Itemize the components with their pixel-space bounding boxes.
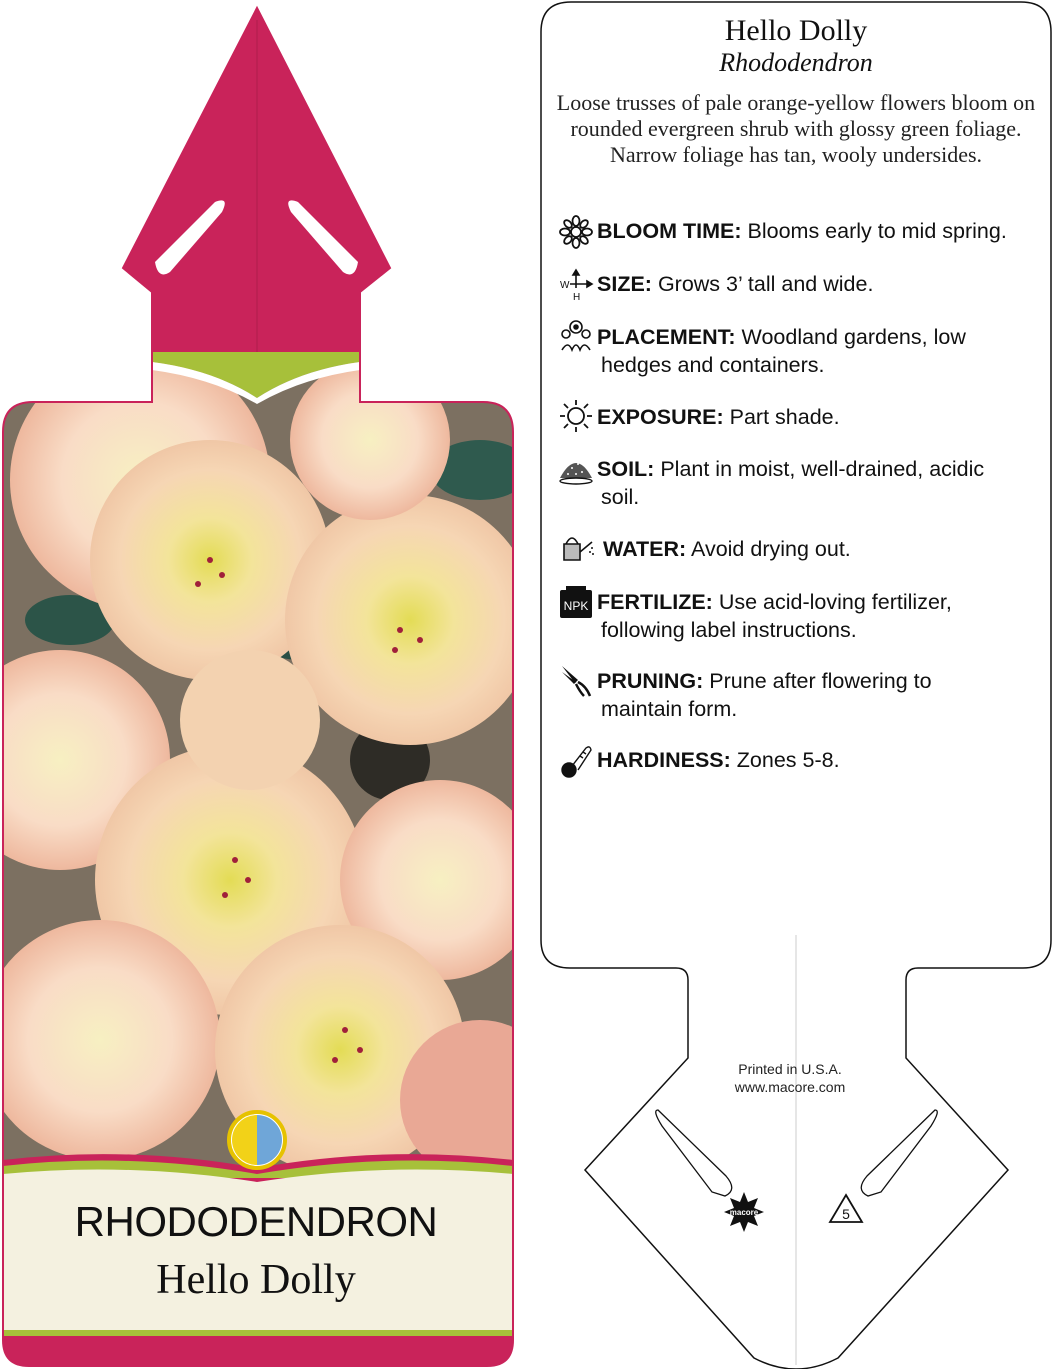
care-label: FERTILIZE: xyxy=(597,590,713,614)
care-label: EXPOSURE: xyxy=(597,405,724,429)
macore-logo-text: macore xyxy=(729,1208,759,1217)
care-row-hardiness xyxy=(597,746,1037,774)
watering-can-icon xyxy=(558,530,594,566)
npk-text: NPK xyxy=(563,599,589,613)
care-text-cont: maintain form. xyxy=(601,697,738,721)
placement-flowers-icon xyxy=(558,318,594,354)
sun-icon xyxy=(558,398,594,434)
printed-in-text: Printed in U.S.A. xyxy=(738,1061,842,1077)
care-text-cont: soil. xyxy=(601,485,640,509)
care-label: BLOOM TIME: xyxy=(597,219,742,243)
care-row-fertilize xyxy=(597,588,1037,644)
care-row-size xyxy=(597,270,1037,298)
front-cultivar-name: Hello Dolly xyxy=(156,1257,356,1303)
recycle-number: 5 xyxy=(842,1206,850,1222)
size-arrows-icon xyxy=(558,266,594,302)
pruning-shears-icon xyxy=(558,662,594,698)
care-row-water xyxy=(603,535,1043,563)
care-label: WATER: xyxy=(603,537,687,561)
flower-icon xyxy=(558,214,594,250)
back-description: Loose trusses of pale orange-yellow flowers bloom on rounded evergreen shrub with glossy green foliage. Narrow foliage has tan, wooly undersides. xyxy=(556,90,1036,167)
care-text: Plant in moist, well-drained, acidic xyxy=(660,457,985,481)
care-text: Zones 5-8. xyxy=(736,748,840,772)
care-text: Prune after flowering to xyxy=(709,669,932,693)
care-text: Woodland gardens, low xyxy=(741,325,966,349)
macore-logo xyxy=(724,1192,764,1232)
thermometer-icon xyxy=(558,742,594,778)
care-row-placement xyxy=(597,323,1037,379)
front-plant-name: RHODODENDRON xyxy=(74,1198,438,1245)
back-title: Hello Dolly xyxy=(724,14,868,47)
back-subtitle: Rhododendron xyxy=(719,48,873,77)
care-label: PRUNING: xyxy=(597,669,704,693)
care-row-exposure xyxy=(597,403,1037,431)
care-label: PLACEMENT: xyxy=(597,325,736,349)
care-text-cont: hedges and containers. xyxy=(601,353,825,377)
npk-fertilizer-icon xyxy=(558,584,594,620)
care-label: SOIL: xyxy=(597,457,655,481)
care-text: Part shade. xyxy=(729,405,840,429)
care-row-soil xyxy=(597,455,1037,511)
size-icon-h: H xyxy=(573,292,581,302)
size-icon-w: W xyxy=(560,280,570,291)
website-text: www.macore.com xyxy=(734,1079,846,1095)
care-text: Blooms early to mid spring. xyxy=(747,219,1007,243)
care-label: SIZE: xyxy=(597,272,652,296)
care-text: Use acid-loving fertilizer, xyxy=(718,590,952,614)
care-row-pruning xyxy=(597,667,1037,723)
soil-pile-icon xyxy=(558,450,594,486)
care-text-cont: following label instructions. xyxy=(601,618,857,642)
care-row-bloom-time xyxy=(597,217,1037,245)
care-label: HARDINESS: xyxy=(597,748,731,772)
care-text: Grows 3’ tall and wide. xyxy=(657,272,874,296)
care-text: Avoid drying out. xyxy=(691,537,851,561)
